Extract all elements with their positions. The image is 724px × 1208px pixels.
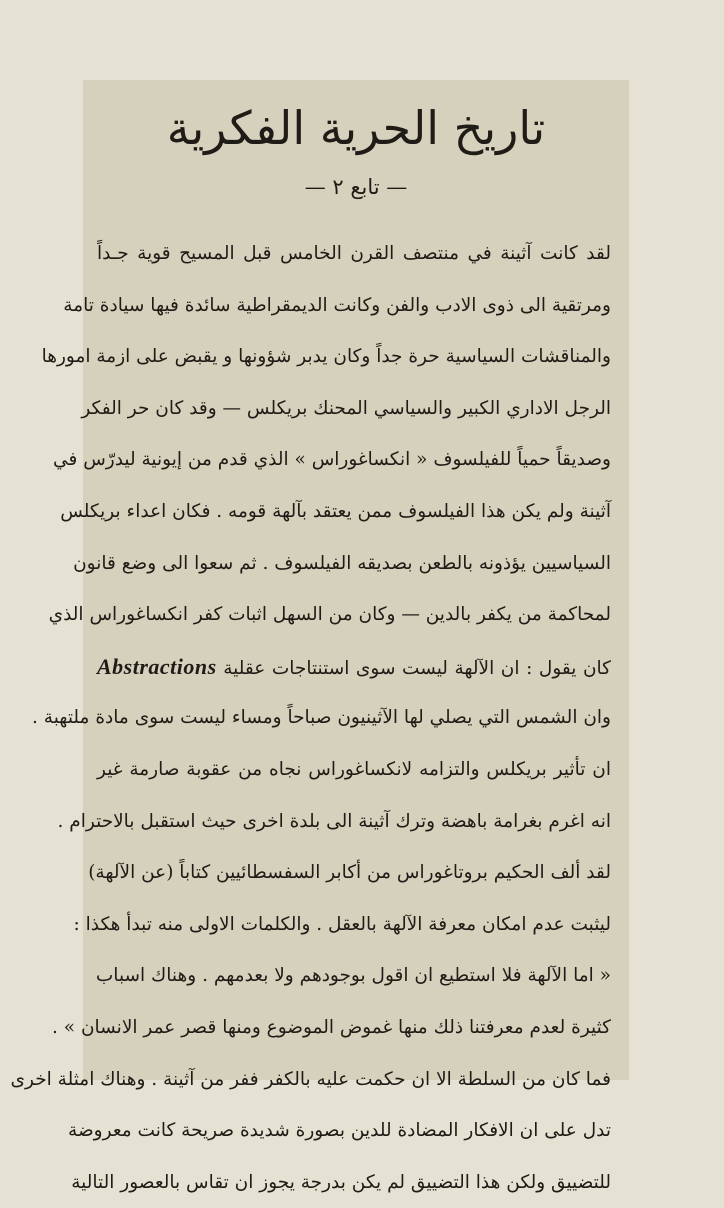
text-line: آثينة ولم يكن هذا الفيلسوف ممن يعتقد بآلهة قومه . فكان اعداء بريكلس — [60, 500, 611, 522]
text-line: لقد كانت آثينة في منتصف القرن الخامس قبل المسيح قوية جـداً — [97, 243, 611, 264]
text-line: لمحاكمة من يكفر بالدين — وكان من السهل اثبات كفر انكساغوراس الذي — [48, 604, 611, 626]
text-line: كثيرة لعدم معرفتنا ذلك منها غموض الموضوع ومنها قصر عمر الانسان » . — [52, 1016, 611, 1038]
page-title: تاريخ الحرية الفكرية — [166, 101, 546, 155]
text-line: فما كان من السلطة الا ان حكمت عليه بالكفر ففر من آثينة . وهناك امثلة اخرى — [10, 1068, 611, 1090]
document-page — [10, 80, 629, 1193]
text-line: والمناقشات السياسية حرة جداً وكان يدبر شؤونها و يقبض على ازمة امورها — [41, 346, 611, 368]
text-line: وصديقاً حمياً للفيلسوف « انكساغوراس » الذي قدم من إيونية ليدرّس في — [53, 449, 611, 471]
text-line-with-latin — [97, 641, 611, 693]
text-line: لقد ألف الحكيم بروتاغوراس من أكابر السفسطائيين كتاباً (عن الآلهة) — [88, 862, 611, 884]
page-subtitle: — تابع ٢ — — [304, 175, 408, 199]
text-line: للتضييق ولكن هذا التضييق لم يكن بدرجة يجوز ان تقاس بالعصور التالية — [71, 1171, 611, 1193]
text-line: ومرتقية الى ذوى الادب والفن وكانت الديمقراطية سائدة فيها سيادة تامة — [63, 294, 611, 316]
text-line: السياسيين يؤذونه بالطعن بصديقه الفيلسوف . ثم سعوا الى وضع قانون — [73, 552, 611, 574]
text-line: الرجل الاداري الكبير والسياسي المحنك بريكلس — وقد كان حر الفكر — [81, 397, 611, 419]
text-line: تدل على ان الافكار المضادة للدين بصورة شديدة صريحة كانت معروضة — [68, 1120, 611, 1142]
text-line: ان تأثير بريكلس والتزامه لانكساغوراس نجاه من عقوبة صارمة غير — [97, 758, 611, 780]
text-line: وان الشمس التي يصلي لها الآثينيون صباحاً ومساء ليست سوى مادة ملتهبة . — [32, 707, 611, 729]
text-line-arabic: كان يقول : ان الآلهة ليست سوى استنتاجات عقلية — [223, 657, 611, 679]
text-line: ليثبت عدم امكان معرفة الآلهة بالعقل . والكلمات الاولى منه تبدأ هكذا : — [73, 913, 611, 935]
text-line: انه اغرم بغرامة باهضة وترك آثينة الى بلدة اخرى حيث استقبل بالاحترام . — [57, 810, 611, 832]
latin-word: Abstractions — [97, 653, 217, 679]
body-text — [10, 228, 611, 1208]
text-line: « اما الآلهة فلا استطيع ان اقول بوجودهم ولا بعدمهم . وهناك اسباب — [95, 965, 611, 987]
